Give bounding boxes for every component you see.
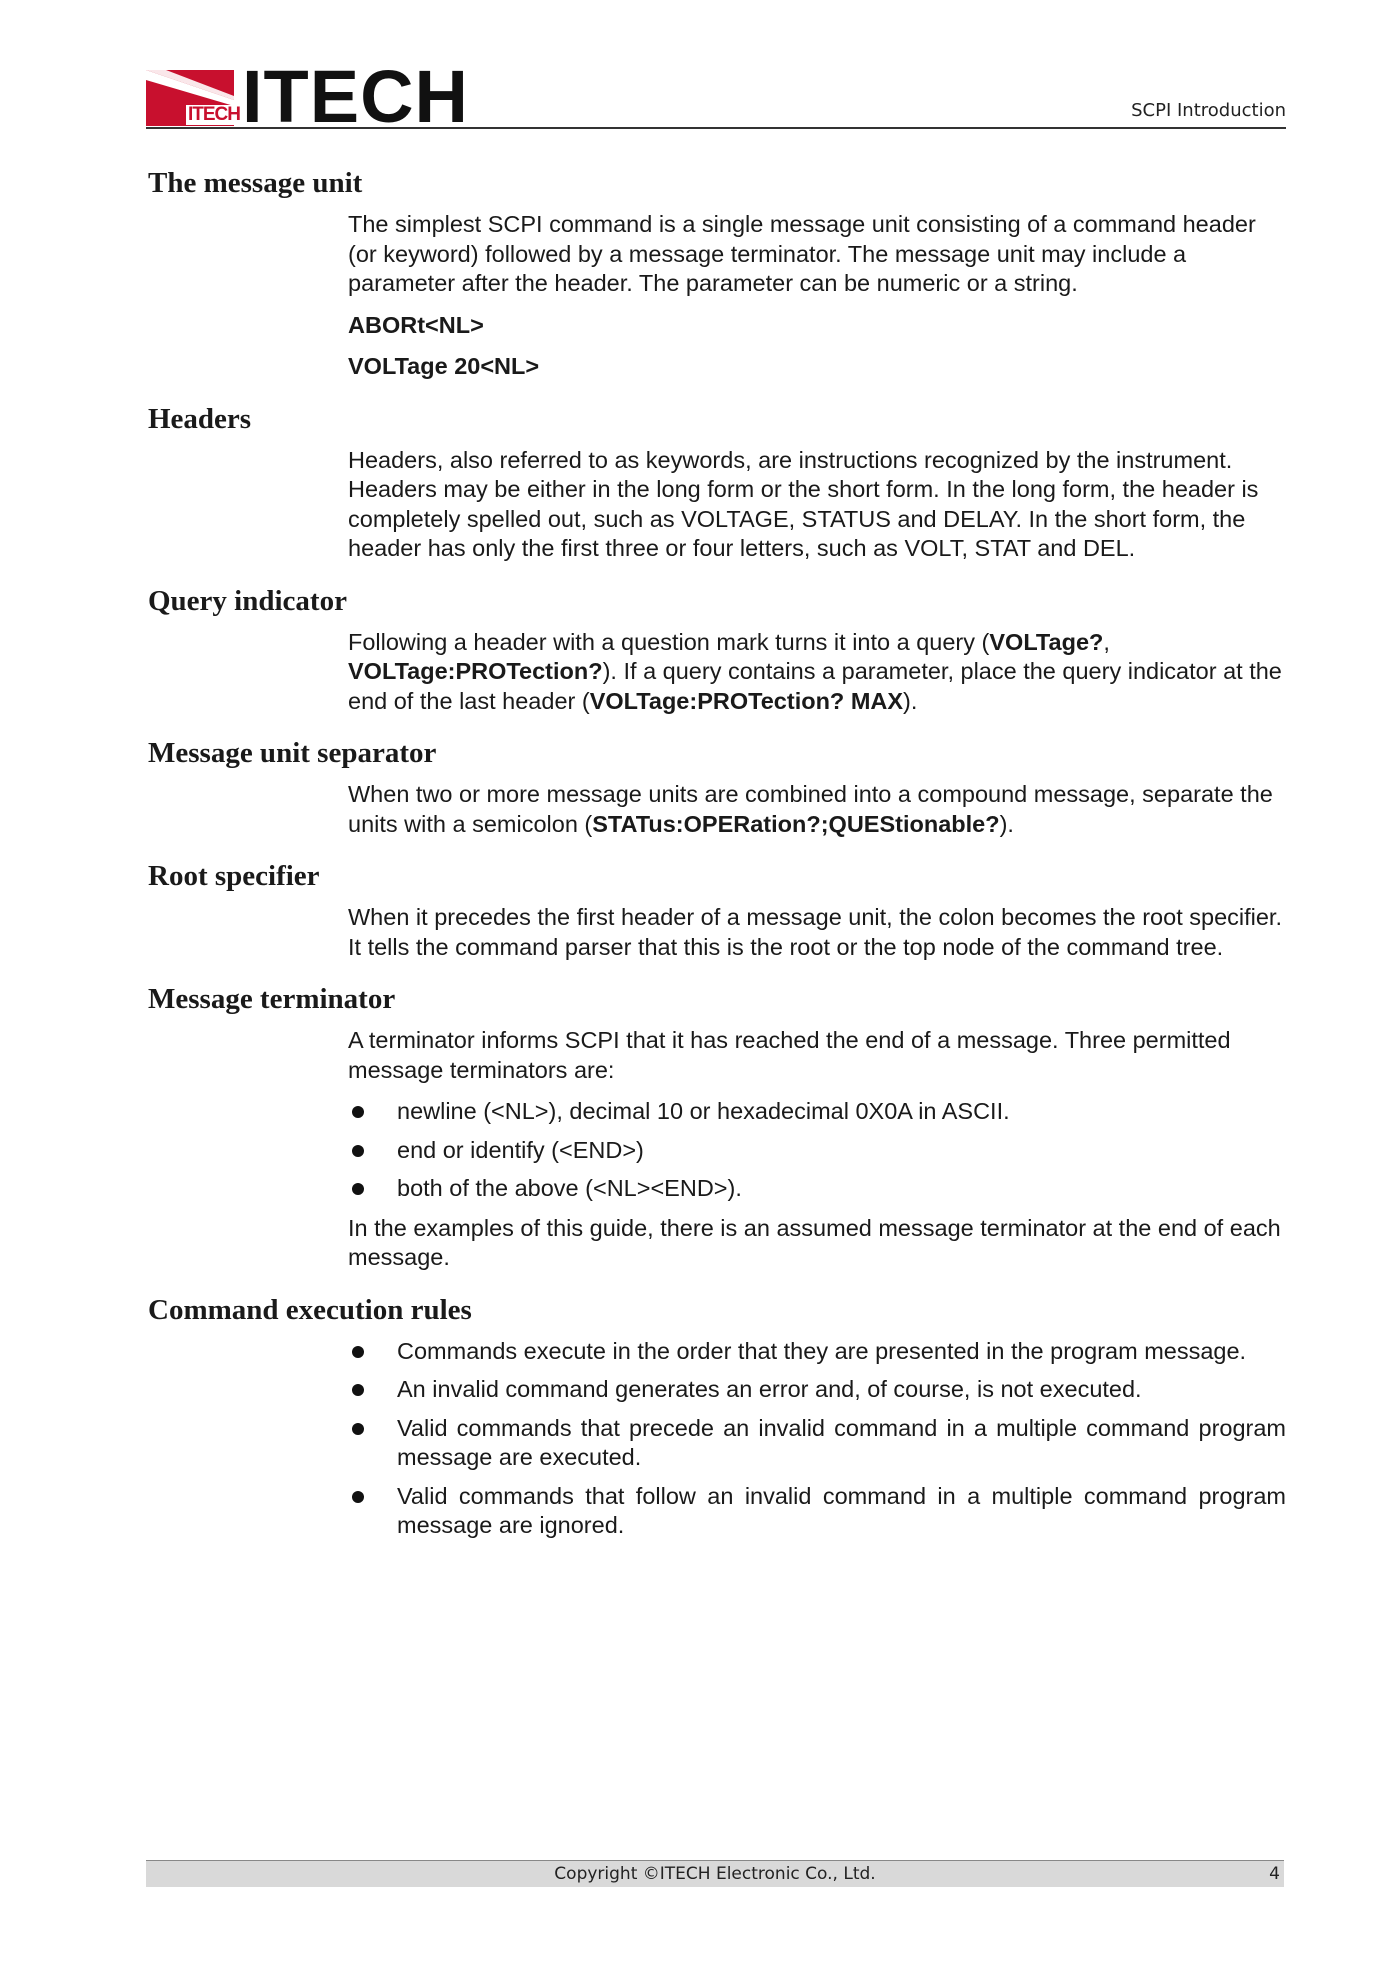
page-header bbox=[146, 55, 1286, 138]
header-section-label: SCPI Introduction bbox=[1131, 100, 1286, 121]
bullet-icon bbox=[352, 1145, 364, 1157]
section-title: Headers bbox=[148, 402, 252, 435]
section-title: Query indicator bbox=[148, 584, 347, 617]
section-headers bbox=[148, 402, 1286, 564]
list-item-text: Valid commands that precede an invalid command in a multiple command program message are executed. bbox=[397, 1414, 1286, 1470]
paragraph: The simplest SCPI command is a single message unit consisting of a command header (or keyword) followed by a message terminator. The message unit may include a parameter after the header. The parameter can be numeric or a string. bbox=[348, 211, 1256, 296]
bullet-icon bbox=[352, 1491, 364, 1503]
paragraph: A terminator informs SCPI that it has reached the end of a message. Three permitted message terminators are: bbox=[348, 1027, 1231, 1083]
section-title: Message terminator bbox=[148, 983, 396, 1015]
section-root-specifier bbox=[148, 859, 1286, 962]
list-item bbox=[348, 1375, 1286, 1405]
text-run: ). bbox=[903, 687, 918, 714]
bullet-icon bbox=[352, 1106, 364, 1118]
section-title: Message unit separator bbox=[148, 737, 437, 769]
text-run: ). bbox=[999, 810, 1014, 837]
list-item bbox=[348, 1414, 1286, 1473]
list-item-text: An invalid command generates an error and, of course, is not executed. bbox=[397, 1376, 1142, 1402]
list-item-text: Valid commands that follow an invalid command in a multiple command program message are ignored. bbox=[397, 1482, 1286, 1538]
command-inline: VOLTage? bbox=[989, 628, 1104, 655]
paragraph bbox=[348, 780, 1286, 839]
text-run: When two or more message units are combined into a compound message, separate the units with a semicolon ( bbox=[348, 781, 1273, 837]
list-item bbox=[348, 1174, 1286, 1204]
terminator-list bbox=[348, 1097, 1286, 1204]
list-item bbox=[348, 1097, 1286, 1127]
execution-rules-list bbox=[348, 1337, 1286, 1541]
text-run: Following a header with a question mark turns it into a query ( bbox=[348, 628, 990, 655]
list-item-text: both of the above (<NL><END>). bbox=[397, 1175, 742, 1201]
itech-logo bbox=[146, 55, 469, 138]
section-title: Command execution rules bbox=[148, 1293, 472, 1326]
text-run: , bbox=[1103, 628, 1110, 655]
list-item-text: newline (<NL>), decimal 10 or hexadecimal 0X0A in ASCII. bbox=[397, 1098, 1010, 1124]
list-item-text: end or identify (<END>) bbox=[397, 1136, 644, 1163]
section-query-indicator bbox=[148, 584, 1286, 717]
paragraph: Headers, also referred to as keywords, are instructions recognized by the instrument. Headers may be either in the long form or the short form. In the long form, the header is completely spelled out, such as VOLTAGE, STATUS and DELAY. In the short form, the header has only the first three or four letters, such as VOLT, STAT and DEL. bbox=[348, 446, 1259, 561]
section-message-terminator bbox=[148, 982, 1286, 1273]
footer-copyright: Copyright ©ITECH Electronic Co., Ltd. bbox=[554, 1864, 876, 1884]
section-title: Root specifier bbox=[148, 860, 320, 892]
command-example: VOLTage 20<NL> bbox=[348, 353, 540, 379]
page-number: 4 bbox=[1269, 1864, 1280, 1884]
section-message-unit-separator bbox=[148, 736, 1286, 839]
list-item-text: Commands execute in the order that they are presented in the program message. bbox=[397, 1337, 1247, 1364]
section-title: The message unit bbox=[148, 167, 363, 199]
command-example: ABORt<NL> bbox=[348, 311, 484, 338]
header-divider bbox=[146, 127, 1286, 129]
page-footer bbox=[146, 1860, 1284, 1887]
list-item bbox=[348, 1482, 1286, 1541]
paragraph bbox=[348, 628, 1286, 717]
paragraph: In the examples of this guide, there is an assumed message terminator at the end of each message. bbox=[348, 1214, 1281, 1270]
command-inline: VOLTage:PROTection? MAX bbox=[589, 687, 904, 714]
section-command-execution-rules bbox=[148, 1293, 1286, 1541]
section-message-unit bbox=[148, 166, 1286, 382]
text-run: ). If a query contains a parameter, place the query indicator at the end of the last header ( bbox=[348, 658, 1282, 714]
logo-mark-icon bbox=[146, 70, 240, 126]
bullet-icon bbox=[352, 1423, 364, 1435]
bullet-icon bbox=[352, 1183, 364, 1195]
logo-small-text: ITECH bbox=[188, 104, 240, 125]
bullet-icon bbox=[352, 1384, 364, 1396]
logo-text: ITECH bbox=[242, 55, 469, 138]
bullet-icon bbox=[352, 1346, 364, 1358]
paragraph: When it precedes the first header of a message unit, the colon becomes the root specifier. It tells the command parser that this is the root or the top node of the command tree. bbox=[348, 904, 1282, 960]
page-content bbox=[148, 166, 1286, 1561]
list-item bbox=[348, 1136, 1286, 1166]
command-inline: VOLTage:PROTection? bbox=[348, 658, 603, 684]
command-inline: STATus:OPERation?;QUEStionable? bbox=[592, 810, 1000, 837]
list-item bbox=[348, 1337, 1286, 1367]
